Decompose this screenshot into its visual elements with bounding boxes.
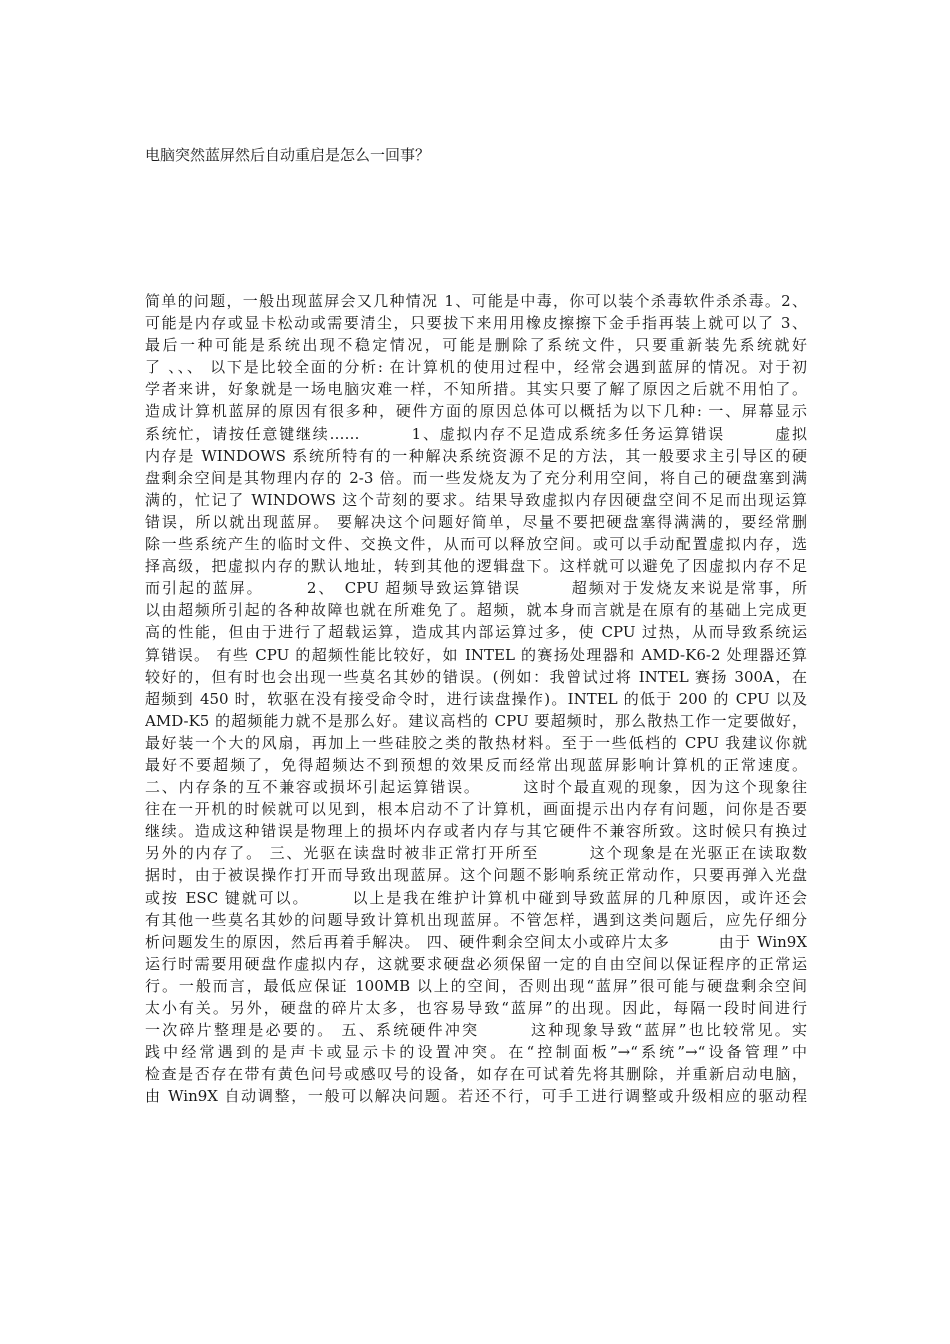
body-text-line: 有其他一些莫名其妙的问题导致计算机出现蓝屏。不管怎样，遇到这类问题后，应先仔细分 — [145, 910, 807, 929]
body-text-line: 满的，忙记了 WINDOWS 这个苛刻的要求。结果导致虚拟内存因硬盘空间不足而出现运算 — [145, 490, 807, 509]
body-text-line: 算错误。 有些 CPU 的超频性能比较好，如 INTEL 的赛扬处理器和 AMD-K6-2 处理器还算 — [145, 645, 807, 664]
body-text-line: 据时，由于被误操作打开而导致出现蓝屏。这个问题不影响系统正常动作，只要再弹入光盘 — [145, 866, 807, 885]
body-text-line: 运行时需要用硬盘作虚拟内存，这就要求硬盘必须保留一定的自由空间以保证程序的正常运 — [145, 954, 807, 973]
body-text-line: 除一些系统产生的临时文件、交换文件，从而可以释放空间。或可以手动配置虚拟内存，选 — [145, 535, 807, 554]
body-text-line: 析问题发生的原因，然后再着手解决。 四、硬件剩余空间太小或碎片太多 由于 Win9X — [145, 932, 807, 951]
body-text-line: 二、内存条的互不兼容或损坏引起运算错误。 这时个最直观的现象，因为这个现象往 — [145, 778, 807, 797]
body-text-line: 行。一般而言，最低应保证 100MB 以上的空间，否则出现“蓝屏”很可能与硬盘剩余空间 — [145, 976, 807, 995]
body-text-line: 可能是内存或显卡松动或需要清尘，只要拔下来用用橡皮擦擦下金手指再装上就可以了 3、 — [145, 314, 807, 333]
body-text-line: 以由超频所引起的各种故障也就在所难免了。超频，就本身而言就是在原有的基础上完成更 — [145, 601, 807, 620]
body-text-line: 另外的内存了。 三、光驱在读盘时被非正常打开所至 这个现象是在光驱正在读取数 — [145, 844, 807, 863]
body-text-line: 超频到 450 时，软驱在没有接受命令时，进行读盘操作)。INTEL 的低于 200 的 CPU 以及 — [145, 689, 807, 708]
document-title: 电脑突然蓝屏然后自动重启是怎么一回事？ — [145, 146, 431, 164]
body-text-line: 检查是否存在带有黄色问号或感叹号的设备，如存在可试着先将其删除，并重新启动电脑， — [145, 1065, 807, 1084]
body-text-line: 一次碎片整理是必要的。 五、系统硬件冲突 这种现象导致“蓝屏”也比较常见。实 — [145, 1021, 807, 1040]
body-text-line: 最后一种可能是系统出现不稳定情况，可能是删除了系统文件，只要重新装先系统就好 — [145, 336, 807, 355]
body-text-line: 继续。造成这种错误是物理上的损坏内存或者内存与其它硬件不兼容所致。这时候只有换过 — [145, 822, 807, 841]
body-text-line: 盘剩余空间是其物理内存的 2-3 倍。而一些发烧友为了充分利用空间，将自己的硬盘塞到满 — [145, 468, 807, 487]
body-text-line: 较好的，但有时也会出现一些莫名其妙的错误。(例如：我曾试过将 INTEL 赛扬 300A，在 — [145, 667, 807, 686]
body-text-line: 最好装一个大的风扇，再加上一些硅胶之类的散热材料。至于一些低档的 CPU 我建议你就 — [145, 733, 807, 752]
body-text-line: 太小有关。另外，硬盘的碎片太多，也容易导致“蓝屏”的出现。因此，每隔一段时间进行 — [145, 999, 807, 1017]
document-body — [145, 290, 807, 1107]
body-text-line: 或按 ESC 键就可以。 以上是我在维护计算机中碰到导致蓝屏的几种原因，或许还会 — [145, 888, 807, 907]
body-text-line: 往在一开机的时候就可以见到，根本启动不了计算机，画面提示出内存有问题，问你是否要 — [145, 800, 807, 819]
body-text-line: AMD-K5 的超频能力就不是那么好。建议高档的 CPU 要超频时，那么散热工作一定要做好， — [145, 711, 807, 730]
body-text-line: 由 Win9X 自动调整，一般可以解决问题。若还不行，可手工进行调整或升级相应的驱动程 — [145, 1087, 807, 1106]
body-text-line: 而引起的蓝屏。 2、 CPU 超频导致运算错误 超频对于发烧友来说是常事，所 — [145, 579, 807, 598]
body-text-line: 简单的问题，一般出现蓝屏会又几种情况 1、可能是中毒，你可以装个杀毒软件杀杀毒。2、 — [145, 292, 807, 310]
body-text-line: 践中经常遇到的是声卡或显示卡的设置冲突。在“控制面板”→“系统”→“设备管理”中 — [145, 1043, 807, 1062]
body-text-line: 系统忙，请按任意键继续…… 1、虚拟内存不足造成系统多任务运算错误 虚拟 — [145, 424, 807, 443]
body-text-line: 择高级，把虚拟内存的默认地址，转到其他的逻辑盘下。这样就可以避免了因虚拟内存不足 — [145, 557, 807, 576]
body-text-line: 学者来讲，好象就是一场电脑灾难一样，不知所措。其实只要了解了原因之后就不用怕了。 — [145, 380, 807, 399]
body-text-line: 错误，所以就出现蓝屏。 要解决这个问题好简单，尽量不要把硬盘塞得满满的，要经常删 — [145, 512, 807, 531]
body-text-line: 了 、、、 以下是比较全面的分析: 在计算机的使用过程中，经常会遇到蓝屏的情况。对于初 — [145, 358, 807, 377]
body-text-line: 造成计算机蓝屏的原因有很多种，硬件方面的原因总体可以概括为以下几种: 一、屏幕显示 — [145, 402, 807, 421]
body-text-line: 内存是 WINDOWS 系统所特有的一种解决系统资源不足的方法，其一般要求主引导区的硬 — [145, 446, 807, 465]
body-text-line: 高的性能，但由于进行了超载运算，造成其内部运算过多，使 CPU 过热，从而导致系统运 — [145, 623, 807, 642]
body-text-line: 最好不要超频了，免得超频达不到预想的效果反而经常出现蓝屏影响计算机的正常速度。 — [145, 755, 807, 774]
